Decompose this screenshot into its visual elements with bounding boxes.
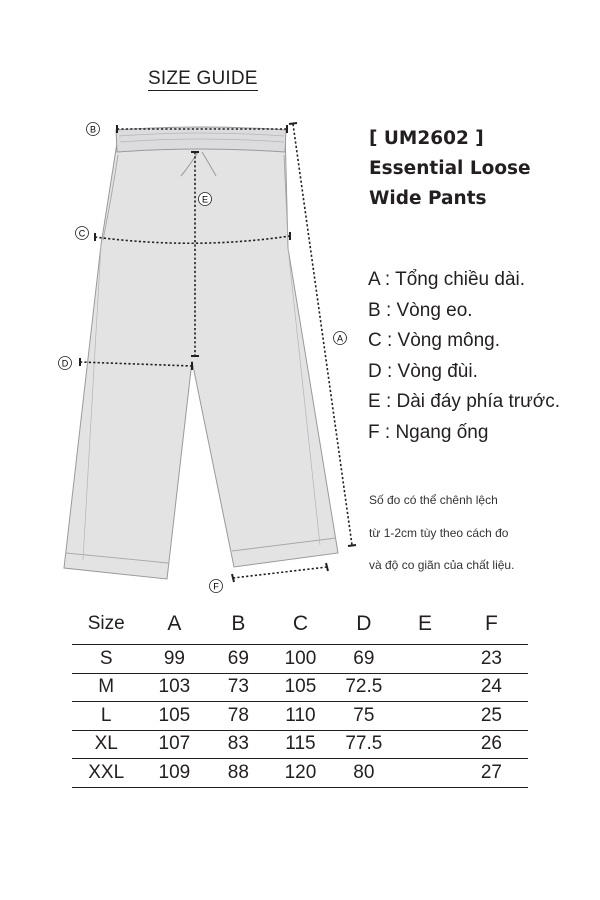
table-cell: S xyxy=(99,647,113,669)
table-cell: 25 xyxy=(480,704,502,726)
legend-item: B : Vòng eo. xyxy=(368,299,473,321)
table-cell: 24 xyxy=(480,676,502,698)
table-row xyxy=(72,730,528,759)
note-line: Số đo có thể chênh lệch xyxy=(369,493,498,507)
table-cell: XXL xyxy=(88,761,125,783)
marker-d xyxy=(59,357,72,370)
svg-text:C: C xyxy=(78,228,86,239)
product-name-line1: Essential Loose xyxy=(369,158,531,179)
table-cell: 77.5 xyxy=(345,733,383,755)
measure-f-line xyxy=(233,567,327,578)
marker-c xyxy=(76,227,89,240)
table-cell: 73 xyxy=(227,676,249,698)
table-cell: 75 xyxy=(353,704,375,726)
table-header-cell: C xyxy=(292,612,309,635)
table-cell: 78 xyxy=(227,704,249,726)
table-header-cell: E xyxy=(417,612,432,635)
table-row xyxy=(72,673,528,702)
table-cell xyxy=(395,673,455,702)
table-cell: 109 xyxy=(158,761,191,783)
table-cell: L xyxy=(100,704,112,726)
product-name-line2: Wide Pants xyxy=(369,188,487,209)
table-header-row xyxy=(72,604,528,645)
table-cell: XL xyxy=(94,733,118,755)
marker-b xyxy=(87,123,100,136)
table-cell: 80 xyxy=(353,761,375,783)
table-cell: 100 xyxy=(284,647,317,669)
svg-text:F: F xyxy=(213,581,219,592)
table-cell: 107 xyxy=(158,733,191,755)
table-header-cell: Size xyxy=(87,613,125,634)
table-cell xyxy=(395,730,455,759)
table-cell: 105 xyxy=(284,676,317,698)
svg-text:A: A xyxy=(336,333,344,344)
table-cell: 120 xyxy=(284,761,317,783)
table-cell: M xyxy=(98,676,115,698)
legend-item: F : Ngang ống xyxy=(368,421,489,443)
table-cell: 105 xyxy=(158,704,191,726)
table-row xyxy=(72,645,528,674)
marker-f xyxy=(210,580,223,593)
table-row xyxy=(72,759,528,788)
table-cell xyxy=(395,645,455,674)
measurement-note xyxy=(369,484,514,582)
legend-item: C : Vòng mông. xyxy=(368,330,501,351)
svg-text:B: B xyxy=(89,124,97,135)
table-cell: 115 xyxy=(285,733,316,755)
table-cell: 110 xyxy=(285,704,316,726)
table-header-cell: B xyxy=(231,612,246,635)
svg-text:D: D xyxy=(61,358,69,369)
table-cell: 26 xyxy=(480,733,502,755)
product-name xyxy=(369,124,531,214)
table-cell: 23 xyxy=(480,647,502,669)
size-table xyxy=(72,604,528,788)
size-guide-title: SIZE GUIDE xyxy=(148,68,258,89)
table-cell: 103 xyxy=(158,676,191,698)
table-cell: 83 xyxy=(227,733,249,755)
note-line: và độ co giãn của chất liệu. xyxy=(369,558,515,572)
table-cell: 69 xyxy=(227,647,249,669)
table-cell xyxy=(395,702,455,731)
product-code: [ UM2602 ] xyxy=(369,128,484,149)
table-cell: 27 xyxy=(480,761,502,783)
note-line: từ 1-2cm tùy theo cách đo xyxy=(369,525,509,540)
table-header-cell: D xyxy=(356,612,372,635)
table-cell: 69 xyxy=(353,647,375,669)
waistband xyxy=(116,127,286,152)
legend-item: D : Vòng đùi. xyxy=(368,360,478,382)
legend-item: E : Dài đáy phía trước. xyxy=(368,391,561,412)
marker-a xyxy=(334,332,347,345)
table-cell: 72.5 xyxy=(345,676,383,698)
table-header-cell: A xyxy=(167,612,182,635)
svg-text:E: E xyxy=(201,194,209,205)
marker-e xyxy=(199,193,212,206)
table-cell xyxy=(395,759,455,788)
table-cell: 88 xyxy=(227,761,249,783)
table-header-cell: F xyxy=(484,612,498,635)
table-row xyxy=(72,702,528,731)
measurement-legend xyxy=(368,265,560,448)
legend-item: A : Tổng chiều dài. xyxy=(368,269,526,290)
table-cell: 99 xyxy=(163,647,185,669)
